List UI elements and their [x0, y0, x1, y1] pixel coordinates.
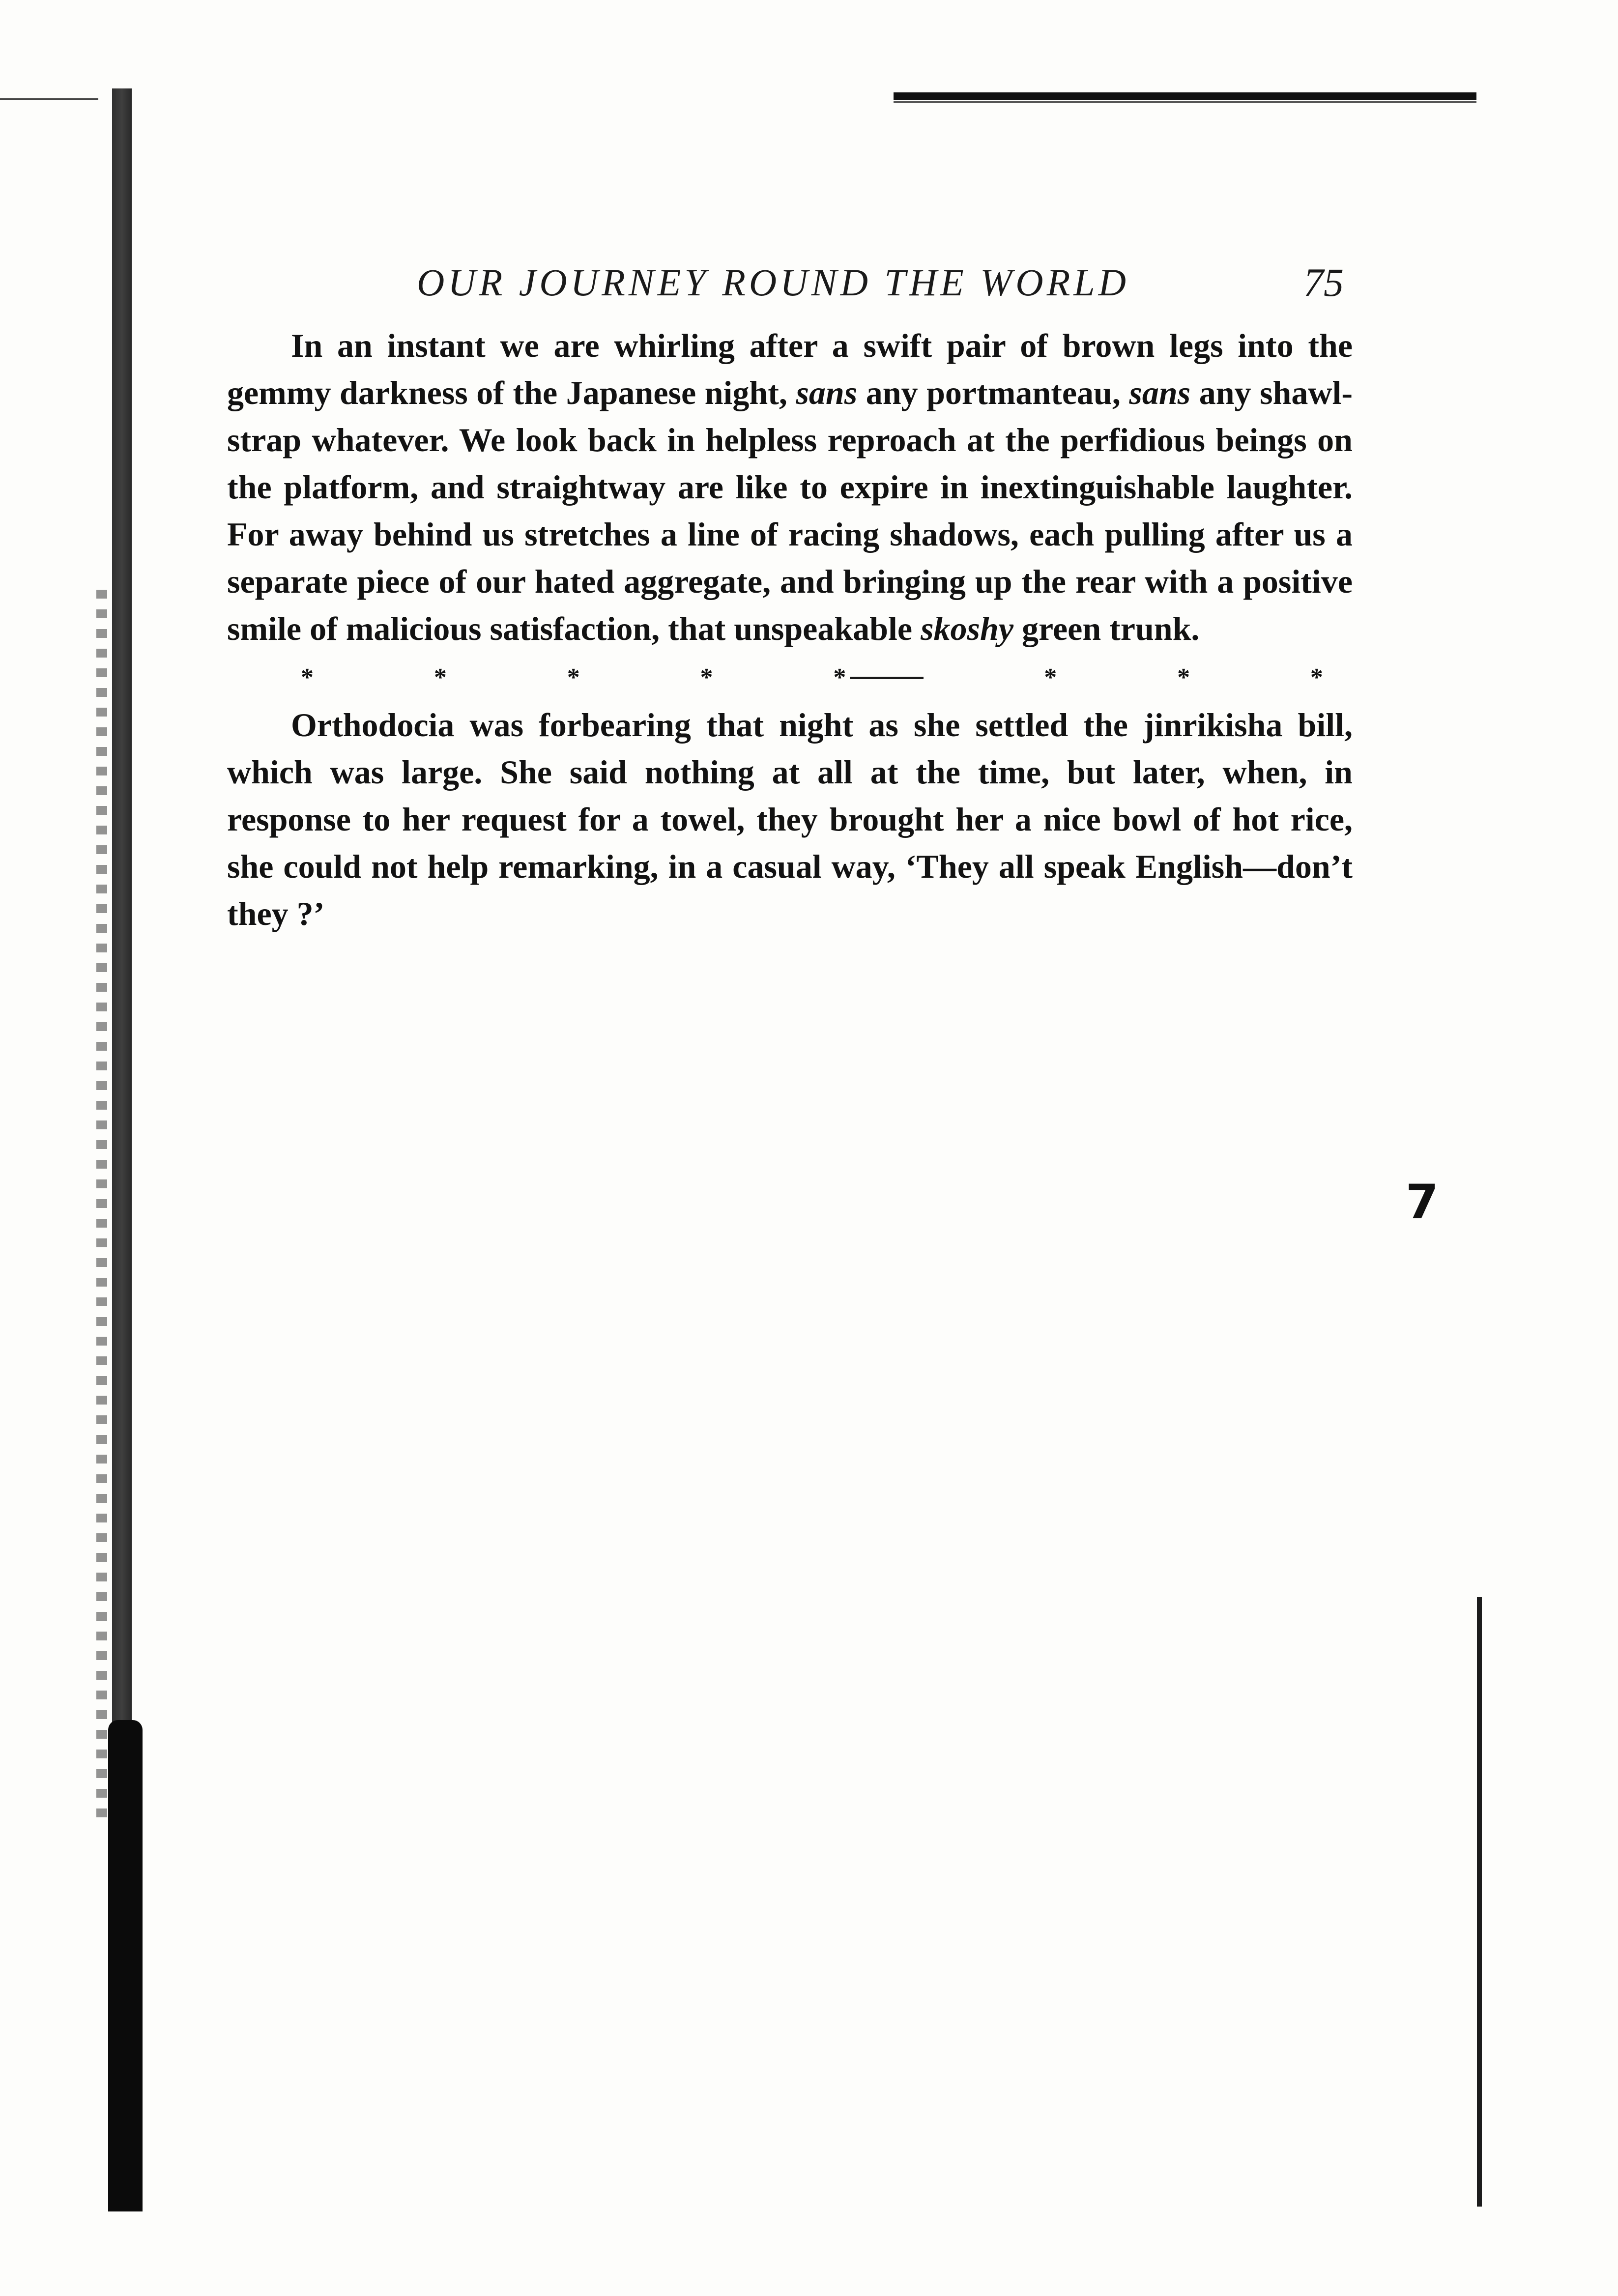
- line: when, in response to her request for a towel, they brought her a nice: [227, 753, 1353, 838]
- italic-word: sans: [1129, 374, 1191, 411]
- line: bowl of hot rice, she could not help remarking, in a casual way,: [227, 801, 1353, 885]
- line: the gemmy darkness of the Japanese night,: [227, 327, 1353, 411]
- paragraph-1: [227, 322, 1353, 652]
- margin-mark: 7: [1406, 1175, 1439, 1230]
- line: our hated aggregate, and bringing up the rear with a positive smile: [227, 563, 1353, 647]
- line: any portmanteau,: [857, 374, 1121, 411]
- section-break-ornament: [227, 654, 1353, 701]
- paragraph-2: [227, 701, 1353, 937]
- scan-mark-top-left: [0, 98, 98, 100]
- top-rule-thin: [894, 101, 1476, 103]
- line: any shawl-strap whatever. We look back in helpless reproach: [227, 374, 1353, 459]
- ornament-star: *: [301, 663, 314, 691]
- ornament-star: *: [567, 663, 580, 691]
- right-edge-shadow: [1477, 1597, 1482, 2207]
- ornament-star: *: [433, 663, 447, 691]
- top-rule: [894, 92, 1476, 100]
- binding-speckle: [96, 590, 107, 1818]
- ornament-star: *: [833, 663, 846, 691]
- ornament-dash: [850, 677, 924, 679]
- line: a line of racing shadows, each pulling after us a separate piece of: [227, 516, 1353, 600]
- line: of malicious satisfaction, that unspeakable: [310, 610, 921, 647]
- line: ‘They all speak English—don’t they ?’: [227, 848, 1353, 932]
- line: green trunk.: [1013, 610, 1200, 647]
- ornament-star: *: [700, 663, 713, 691]
- ornament-star: *: [1310, 663, 1323, 691]
- body-text: [227, 322, 1353, 937]
- line: at the perfidious beings on the platform, and straightway are like to: [227, 421, 1353, 506]
- ornament-star-with-dash: [833, 654, 924, 701]
- line: Orthodocia was forbearing that night as she settled the jinrikisha: [291, 706, 1283, 744]
- running-title: OUR JOURNEY ROUND THE WORLD: [417, 261, 1129, 304]
- page-number: 75: [1303, 260, 1344, 305]
- italic-word: skoshy: [921, 610, 1014, 647]
- italic-word: sans: [796, 374, 858, 411]
- line: bill, which was large. She said nothing at all at the time, but later,: [227, 706, 1353, 791]
- ornament-star: *: [1177, 663, 1190, 691]
- ornament-star: *: [1044, 663, 1057, 691]
- binding-shadow-lower: [108, 1720, 143, 2211]
- line: expire in inextinguishable laughter. For away behind us stretches: [227, 468, 1353, 553]
- line: In an instant we are whirling after a swift pair of brown legs into: [291, 327, 1294, 364]
